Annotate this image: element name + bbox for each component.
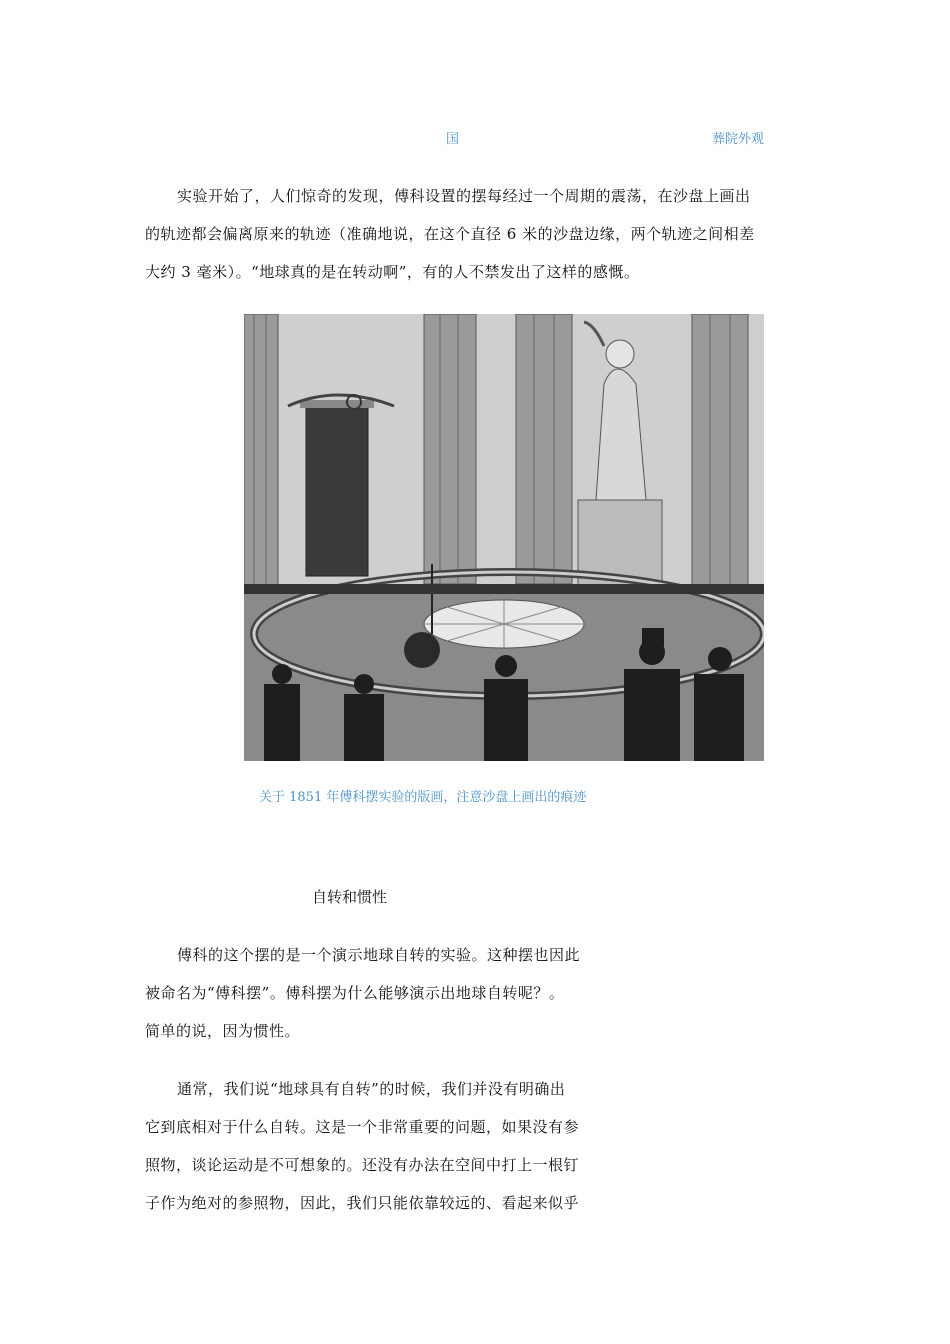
paragraph-reference-frame: [145, 1070, 579, 1222]
paragraph-experiment-result: [145, 177, 755, 291]
paragraph-line: 它到底相对于什么自转。这是一个非常重要的问题，如果没有参: [145, 1118, 580, 1136]
foucault-pendulum-engraving: [244, 314, 764, 761]
image-caption-fragment-right: 葬院外观: [712, 132, 765, 147]
figure-caption: 关于 1851 年傅科摆实验的版画，注意沙盘上画出的痕迹: [259, 790, 587, 805]
paragraph-line: 通常，我们说“地球具有自转”的时候，我们并没有明确出: [177, 1080, 566, 1098]
image-caption-fragment-left: 国: [446, 132, 460, 147]
paragraph-line: 简单的说，因为惯性。: [145, 1022, 301, 1040]
paragraph-line: 傅科的这个摆的是一个演示地球自转的实验。这种摆也因此: [177, 946, 581, 964]
paragraph-line: 子作为绝对的参照物，因此，我们只能依靠较远的、看起来似乎: [145, 1194, 580, 1212]
section-heading: 自转和惯性: [312, 888, 388, 906]
paragraph-line: 的轨迹都会偏离原来的轨迹（准确地说，在这个直径 6 米的沙盘边缘，两个轨迹之间相差: [145, 225, 755, 243]
paragraph-line: 实验开始了，人们惊奇的发现，傅科设置的摆每经过一个周期的震荡，在沙盘上画出: [177, 187, 751, 205]
paragraph-foucault-inertia: [145, 936, 580, 1050]
engraving-illustration: [244, 314, 764, 761]
paragraph-line: 照物，谈论运动是不可想象的。还没有办法在空间中打上一根钉: [145, 1156, 580, 1174]
paragraph-line: 被命名为“傅科摆”。傅科摆为什么能够演示出地球自转呢？。: [145, 984, 565, 1002]
paragraph-line: 大约 3 毫米）。“地球真的是在转动啊”，有的人不禁发出了这样的感慨。: [145, 263, 640, 281]
